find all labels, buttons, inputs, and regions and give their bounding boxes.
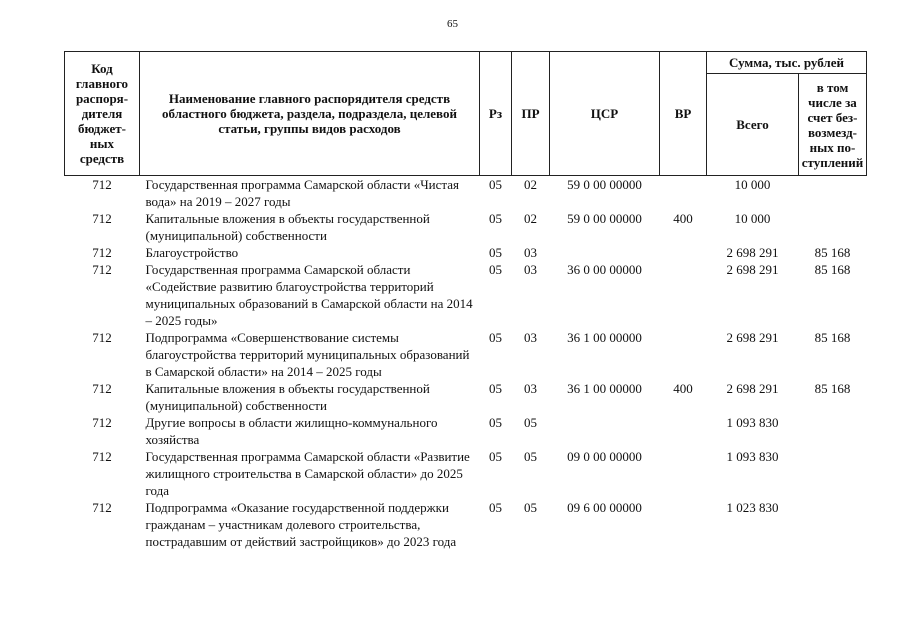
cell-vr — [660, 176, 707, 211]
cell-rz: 05 — [489, 177, 502, 192]
cell-incl: 85 168 — [814, 245, 851, 260]
cell-total: 2 698 291 — [726, 330, 779, 345]
table-row — [65, 329, 867, 380]
table-row — [65, 176, 867, 211]
cell-total: 1 093 830 — [726, 449, 779, 464]
cell-incl — [799, 448, 867, 499]
page-number: 65 — [447, 18, 458, 30]
cell-rz: 05 — [489, 415, 502, 430]
table-header — [65, 52, 867, 176]
cell-name: Государственная программа Самарской области «Содействие развитию благоустройства территорий муниципальных образований в Самарской области на 2014 – 2025 годы» — [145, 262, 473, 328]
cell-csr: 09 0 00 00000 — [567, 449, 642, 464]
cell-csr: 59 0 00 00000 — [567, 211, 642, 226]
cell-pr: 03 — [524, 381, 537, 396]
cell-total: 2 698 291 — [726, 245, 779, 260]
cell-vr — [660, 448, 707, 499]
cell-name: Подпрограмма «Оказание государственной поддержки гражданам – участникам долевого строительства, пострадавшим от действий застройщиков» до 2023 года — [145, 500, 457, 549]
cell-code: 712 — [92, 211, 112, 226]
table-row — [65, 499, 867, 550]
cell-pr: 02 — [524, 211, 537, 226]
cell-total: 10 000 — [734, 211, 771, 226]
budget-table — [64, 51, 867, 550]
table-row — [65, 210, 867, 244]
cell-vr — [660, 244, 707, 261]
table-row — [65, 244, 867, 261]
cell-csr: 36 1 00 00000 — [567, 381, 642, 396]
table-body — [65, 176, 867, 551]
header-incl: в том числе за счет без-возмезд-ных по-ступлений — [799, 74, 867, 176]
cell-vr — [660, 329, 707, 380]
header-vr: ВР — [660, 52, 707, 176]
cell-vr: 400 — [673, 211, 693, 226]
cell-code: 712 — [92, 177, 112, 192]
cell-code: 712 — [92, 500, 112, 515]
cell-name: Государственная программа Самарской области «Чистая вода» на 2019 – 2027 годы — [145, 177, 459, 209]
cell-pr: 03 — [524, 330, 537, 345]
header-total: Всего — [707, 74, 799, 176]
cell-rz: 05 — [489, 330, 502, 345]
cell-name: Капитальные вложения в объекты государственной (муниципальной) собственности — [145, 211, 430, 243]
cell-total: 1 023 830 — [726, 500, 779, 515]
cell-pr: 05 — [524, 449, 537, 464]
cell-name: Другие вопросы в области жилищно-коммунального хозяйства — [145, 415, 438, 447]
header-sum: Сумма, тыс. рублей — [707, 52, 867, 74]
header-code: Код главного распоря-дителя бюджет-ных средств — [65, 52, 140, 176]
cell-pr: 02 — [524, 177, 537, 192]
cell-total: 2 698 291 — [726, 262, 779, 277]
cell-code: 712 — [92, 330, 112, 345]
cell-name: Подпрограмма «Совершенствование системы благоустройства территорий муниципальных образований в Самарской области» на 2014 – 2025 годы — [145, 330, 470, 379]
cell-csr — [550, 244, 660, 261]
header-rz: Рз — [480, 52, 512, 176]
cell-incl — [799, 414, 867, 448]
table-row — [65, 261, 867, 329]
cell-total: 1 093 830 — [726, 415, 779, 430]
cell-rz: 05 — [489, 500, 502, 515]
header-pr: ПР — [512, 52, 550, 176]
cell-name: Капитальные вложения в объекты государственной (муниципальной) собственности — [145, 381, 430, 413]
cell-rz: 05 — [489, 262, 502, 277]
cell-pr: 05 — [524, 415, 537, 430]
cell-csr: 36 1 00 00000 — [567, 330, 642, 345]
cell-name: Благоустройство — [145, 245, 239, 260]
cell-pr: 03 — [524, 245, 537, 260]
cell-incl: 85 168 — [814, 262, 851, 277]
cell-incl: 85 168 — [814, 381, 851, 396]
cell-incl — [799, 499, 867, 550]
cell-incl — [799, 210, 867, 244]
cell-rz: 05 — [489, 245, 502, 260]
table-row — [65, 380, 867, 414]
cell-total: 10 000 — [734, 177, 771, 192]
cell-code: 712 — [92, 415, 112, 430]
cell-name: Государственная программа Самарской области «Развитие жилищного строительства в Самарской области» до 2025 года — [145, 449, 470, 498]
cell-csr — [550, 414, 660, 448]
cell-csr: 59 0 00 00000 — [567, 177, 642, 192]
table-row — [65, 414, 867, 448]
cell-rz: 05 — [489, 449, 502, 464]
cell-pr: 05 — [524, 500, 537, 515]
cell-vr — [660, 261, 707, 329]
cell-code: 712 — [92, 449, 112, 464]
cell-vr — [660, 414, 707, 448]
header-csr: ЦСР — [550, 52, 660, 176]
cell-incl — [799, 176, 867, 211]
cell-vr: 400 — [673, 381, 693, 396]
cell-pr: 03 — [524, 262, 537, 277]
cell-vr — [660, 499, 707, 550]
cell-code: 712 — [92, 245, 112, 260]
table-row — [65, 448, 867, 499]
cell-csr: 09 6 00 00000 — [567, 500, 642, 515]
header-name: Наименование главного распорядителя средств областного бюджета, раздела, подраздела, целевой статьи, группы видов расходов — [140, 52, 480, 176]
cell-total: 2 698 291 — [726, 381, 779, 396]
cell-code: 712 — [92, 381, 112, 396]
cell-incl: 85 168 — [814, 330, 851, 345]
cell-rz: 05 — [489, 211, 502, 226]
cell-code: 712 — [92, 262, 112, 277]
cell-csr: 36 0 00 00000 — [567, 262, 642, 277]
cell-rz: 05 — [489, 381, 502, 396]
